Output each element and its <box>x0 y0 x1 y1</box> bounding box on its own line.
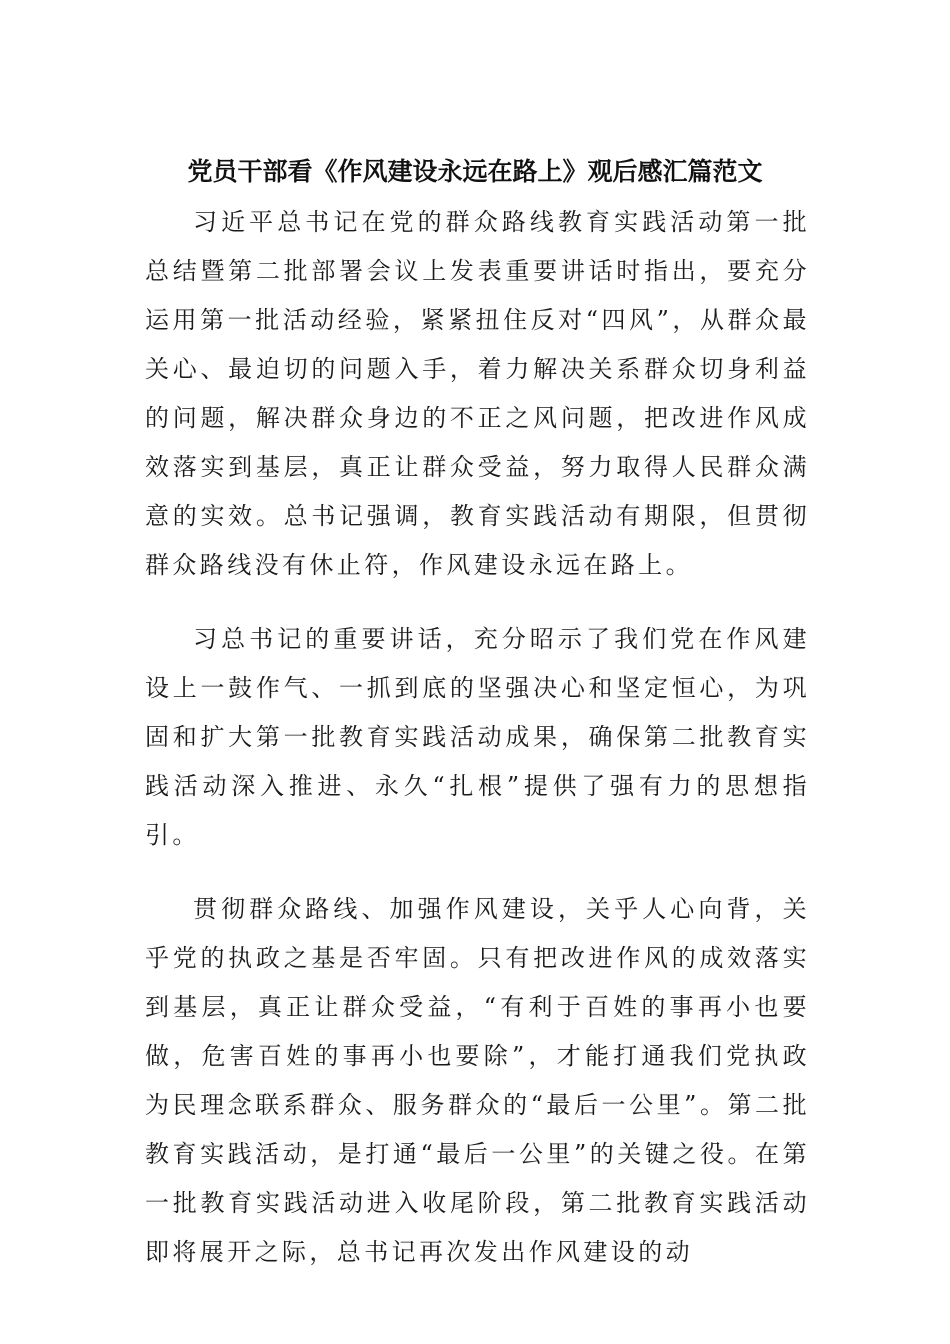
paragraph-3: 贯彻群众路线、加强作风建设，关乎人心向背，关乎党的执政之基是否牢固。只有把改进作风的成效落实到基层，真正让群众受益，“有利于百姓的事再小也要做，危害百姓的事再小也要除”，才能打通我们党执政为民理念联系群众、服务群众的“最后一公里”。第二批教育实践活动，是打通“最后一公里”的关键之役。在第一批教育实践活动进入收尾阶段，第二批教育实践活动即将展开之际，总书记再次发出作风建设的动 <box>145 895 810 1266</box>
paragraph-2: 习总书记的重要讲话，充分昭示了我们党在作风建设上一鼓作气、一抓到底的坚强决心和坚定恒心，为巩固和扩大第一批教育实践活动成果，确保第二批教育实践活动深入推进、永久“扎根”提供了强有力的思想指引。 <box>145 625 810 849</box>
document-body <box>145 198 810 1277</box>
paragraph-1: 习近平总书记在党的群众路线教育实践活动第一批总结暨第二批部署会议上发表重要讲话时指出，要充分运用第一批活动经验，紧紧扭住反对“四风”，从群众最关心、最迫切的问题入手，着力解决关系群众切身利益的问题，解决群众身边的不正之风问题，把改进作风成效落实到基层，真正让群众受益，努力取得人民群众满意的实效。总书记强调，教育实践活动有期限，但贯彻群众路线没有休止符，作风建设永远在路上。 <box>145 208 810 579</box>
document-title: 党员干部看《作风建设永远在路上》观后感汇篇范文 <box>187 157 763 186</box>
